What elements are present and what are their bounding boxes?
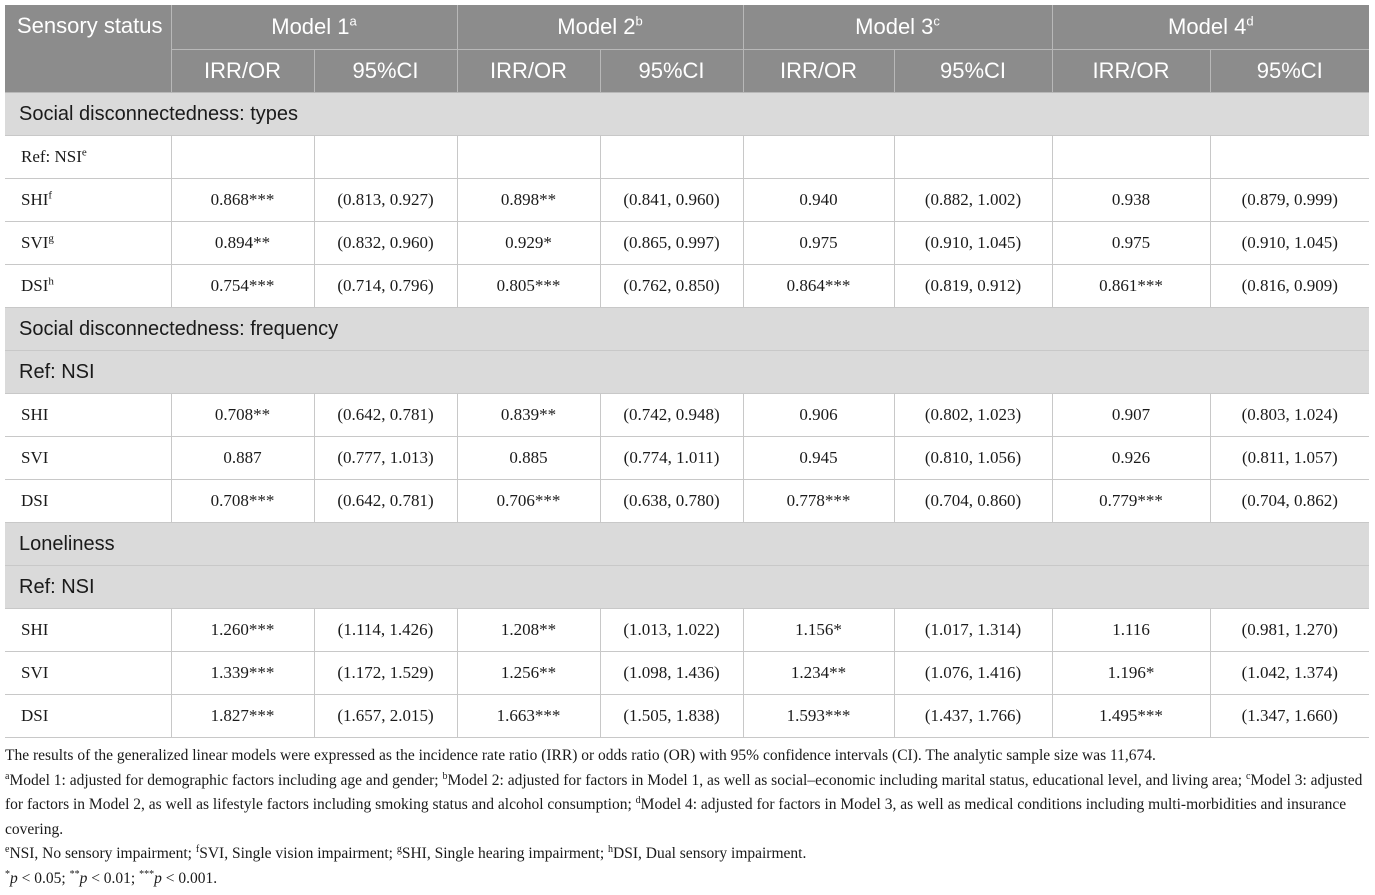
reference-label: Ref: NSI xyxy=(5,351,1369,394)
estimate-cell: 0.861*** xyxy=(1052,265,1210,308)
section-title: Social disconnectedness: frequency xyxy=(5,308,1369,351)
results-table-container xyxy=(5,5,1369,891)
reference-label: Ref: NSI xyxy=(5,566,1369,609)
reference-label: Ref: NSI$^e$ xyxy=(5,136,171,179)
estimate-cell: 0.708** xyxy=(171,394,314,437)
estimate-cell: 0.778*** xyxy=(743,480,894,523)
ci-cell: (0.865, 0.997) xyxy=(600,222,743,265)
results-table xyxy=(5,5,1369,738)
ci-cell: (0.802, 1.023) xyxy=(894,394,1052,437)
table-row xyxy=(5,437,1369,480)
ci-cell: (0.882, 1.002) xyxy=(894,179,1052,222)
ci-cell: (0.704, 0.860) xyxy=(894,480,1052,523)
estimate-cell: 0.839** xyxy=(457,394,600,437)
ci-cell: (1.042, 1.374) xyxy=(1210,652,1369,695)
subheader-irr-or: IRR/OR xyxy=(457,50,600,93)
ci-cell: (0.811, 1.057) xyxy=(1210,437,1369,480)
table-row xyxy=(5,609,1369,652)
ci-cell: (0.714, 0.796) xyxy=(314,265,457,308)
empty-cell xyxy=(743,136,894,179)
estimate-cell: 0.938 xyxy=(1052,179,1210,222)
estimate-cell: 0.885 xyxy=(457,437,600,480)
ci-cell: (0.879, 0.999) xyxy=(1210,179,1369,222)
ci-cell: (0.910, 1.045) xyxy=(894,222,1052,265)
ci-cell: (0.777, 1.013) xyxy=(314,437,457,480)
table-row xyxy=(5,265,1369,308)
footnote-abbreviations: $^e$NSI, No sensory impairment; $^f$SVI, Single vision impairment; $^g$SHI, Single hearing impairment; $^h$DSI, Dual sensory impairment. xyxy=(5,843,807,862)
estimate-cell: 0.929* xyxy=(457,222,600,265)
ci-cell: (0.742, 0.948) xyxy=(600,394,743,437)
estimate-cell: 1.260*** xyxy=(171,609,314,652)
ci-cell: (1.013, 1.022) xyxy=(600,609,743,652)
empty-cell xyxy=(171,136,314,179)
ci-cell: (1.657, 2.015) xyxy=(314,695,457,738)
estimate-cell: 0.907 xyxy=(1052,394,1210,437)
row-label: SHI$^f$ xyxy=(5,179,171,222)
estimate-cell: 1.663*** xyxy=(457,695,600,738)
row-label: DSI xyxy=(5,480,171,523)
estimate-cell: 1.827*** xyxy=(171,695,314,738)
empty-cell xyxy=(1052,136,1210,179)
ci-cell: (0.762, 0.850) xyxy=(600,265,743,308)
ci-cell: (0.819, 0.912) xyxy=(894,265,1052,308)
header-model-3: Model 3$^c$ xyxy=(743,5,1052,50)
table-row xyxy=(5,695,1369,738)
ci-cell: (1.505, 1.838) xyxy=(600,695,743,738)
estimate-cell: 1.593*** xyxy=(743,695,894,738)
table-footnotes xyxy=(5,744,1369,891)
ci-cell: (1.098, 1.436) xyxy=(600,652,743,695)
footnote-models: $^a$Model 1: adjusted for demographic factors including age and gender; $^b$Model 2: adjusted for factors in Model 1, as well as social–economic including marital status, educational level, and living area; $^c$Model 3: adjusted for factors in Model 2, as well as lifestyle factors including smoking status and alcohol consumption; $^d$Model 4: adjusted for factors in Model 3, as well as medical conditions including multi-morbidities and insurance covering. xyxy=(5,770,1363,838)
row-label: DSI xyxy=(5,695,171,738)
reference-row xyxy=(5,351,1369,394)
ci-cell: (0.841, 0.960) xyxy=(600,179,743,222)
subheader-irr-or: IRR/OR xyxy=(1052,50,1210,93)
estimate-cell: 0.906 xyxy=(743,394,894,437)
estimate-cell: 1.208** xyxy=(457,609,600,652)
row-label: SVI$^g$ xyxy=(5,222,171,265)
estimate-cell: 1.116 xyxy=(1052,609,1210,652)
estimate-cell: 0.926 xyxy=(1052,437,1210,480)
ci-cell: (0.642, 0.781) xyxy=(314,394,457,437)
table-row xyxy=(5,222,1369,265)
row-label: DSI$^h$ xyxy=(5,265,171,308)
table-header xyxy=(5,5,1369,93)
row-label: SVI xyxy=(5,437,171,480)
footnote-main: The results of the generalized linear models were expressed as the incidence rate ratio (IRR) or odds ratio (OR) with 95% confidence intervals (CI). The analytic sample size was 11,674. xyxy=(5,747,1156,764)
table-row xyxy=(5,652,1369,695)
row-label: SHI xyxy=(5,609,171,652)
ci-cell: (0.642, 0.781) xyxy=(314,480,457,523)
estimate-cell: 0.779*** xyxy=(1052,480,1210,523)
estimate-cell: 0.940 xyxy=(743,179,894,222)
ci-cell: (0.832, 0.960) xyxy=(314,222,457,265)
subheader-irr-or: IRR/OR xyxy=(171,50,314,93)
section-title: Social disconnectedness: types xyxy=(5,93,1369,136)
table-row xyxy=(5,179,1369,222)
empty-cell xyxy=(600,136,743,179)
empty-cell xyxy=(894,136,1052,179)
empty-cell xyxy=(314,136,457,179)
section-header-row xyxy=(5,308,1369,351)
estimate-cell: 1.339*** xyxy=(171,652,314,695)
estimate-cell: 0.975 xyxy=(743,222,894,265)
estimate-cell: 0.708*** xyxy=(171,480,314,523)
estimate-cell: 0.894** xyxy=(171,222,314,265)
header-model-4: Model 4$^d$ xyxy=(1052,5,1369,50)
ci-cell: (0.981, 1.270) xyxy=(1210,609,1369,652)
ci-cell: (0.774, 1.011) xyxy=(600,437,743,480)
estimate-cell: 0.887 xyxy=(171,437,314,480)
ci-cell: (1.437, 1.766) xyxy=(894,695,1052,738)
table-body xyxy=(5,93,1369,738)
table-row xyxy=(5,480,1369,523)
table-row xyxy=(5,394,1369,437)
ci-cell: (0.638, 0.780) xyxy=(600,480,743,523)
ci-cell: (0.813, 0.927) xyxy=(314,179,457,222)
estimate-cell: 1.256** xyxy=(457,652,600,695)
estimate-cell: 0.864*** xyxy=(743,265,894,308)
section-header-row xyxy=(5,523,1369,566)
ci-cell: (0.816, 0.909) xyxy=(1210,265,1369,308)
reference-row xyxy=(5,136,1369,179)
estimate-cell: 0.868*** xyxy=(171,179,314,222)
estimate-cell: 0.975 xyxy=(1052,222,1210,265)
ci-cell: (1.017, 1.314) xyxy=(894,609,1052,652)
estimate-cell: 0.706*** xyxy=(457,480,600,523)
estimate-cell: 0.805*** xyxy=(457,265,600,308)
estimate-cell: 1.495*** xyxy=(1052,695,1210,738)
ci-cell: (0.810, 1.056) xyxy=(894,437,1052,480)
row-label: SVI xyxy=(5,652,171,695)
ci-cell: (0.704, 0.862) xyxy=(1210,480,1369,523)
ci-cell: (0.803, 1.024) xyxy=(1210,394,1369,437)
row-label: SHI xyxy=(5,394,171,437)
header-model-1: Model 1$^a$ xyxy=(171,5,457,50)
header-sensory-status: Sensory status xyxy=(5,5,171,93)
estimate-cell: 1.196* xyxy=(1052,652,1210,695)
ci-cell: (1.172, 1.529) xyxy=(314,652,457,695)
ci-cell: (1.347, 1.660) xyxy=(1210,695,1369,738)
subheader-95ci: 95%CI xyxy=(894,50,1052,93)
estimate-cell: 0.898** xyxy=(457,179,600,222)
ci-cell: (1.076, 1.416) xyxy=(894,652,1052,695)
reference-row xyxy=(5,566,1369,609)
footnote-significance: *p < 0.05; **p < 0.01; ***p < 0.001. xyxy=(5,868,218,887)
subheader-irr-or: IRR/OR xyxy=(743,50,894,93)
subheader-95ci: 95%CI xyxy=(314,50,457,93)
estimate-cell: 0.754*** xyxy=(171,265,314,308)
estimate-cell: 1.156* xyxy=(743,609,894,652)
empty-cell xyxy=(457,136,600,179)
header-model-2: Model 2$^b$ xyxy=(457,5,743,50)
estimate-cell: 1.234** xyxy=(743,652,894,695)
section-title: Loneliness xyxy=(5,523,1369,566)
empty-cell xyxy=(1210,136,1369,179)
section-header-row xyxy=(5,93,1369,136)
subheader-95ci: 95%CI xyxy=(600,50,743,93)
ci-cell: (1.114, 1.426) xyxy=(314,609,457,652)
estimate-cell: 0.945 xyxy=(743,437,894,480)
subheader-95ci: 95%CI xyxy=(1210,50,1369,93)
ci-cell: (0.910, 1.045) xyxy=(1210,222,1369,265)
